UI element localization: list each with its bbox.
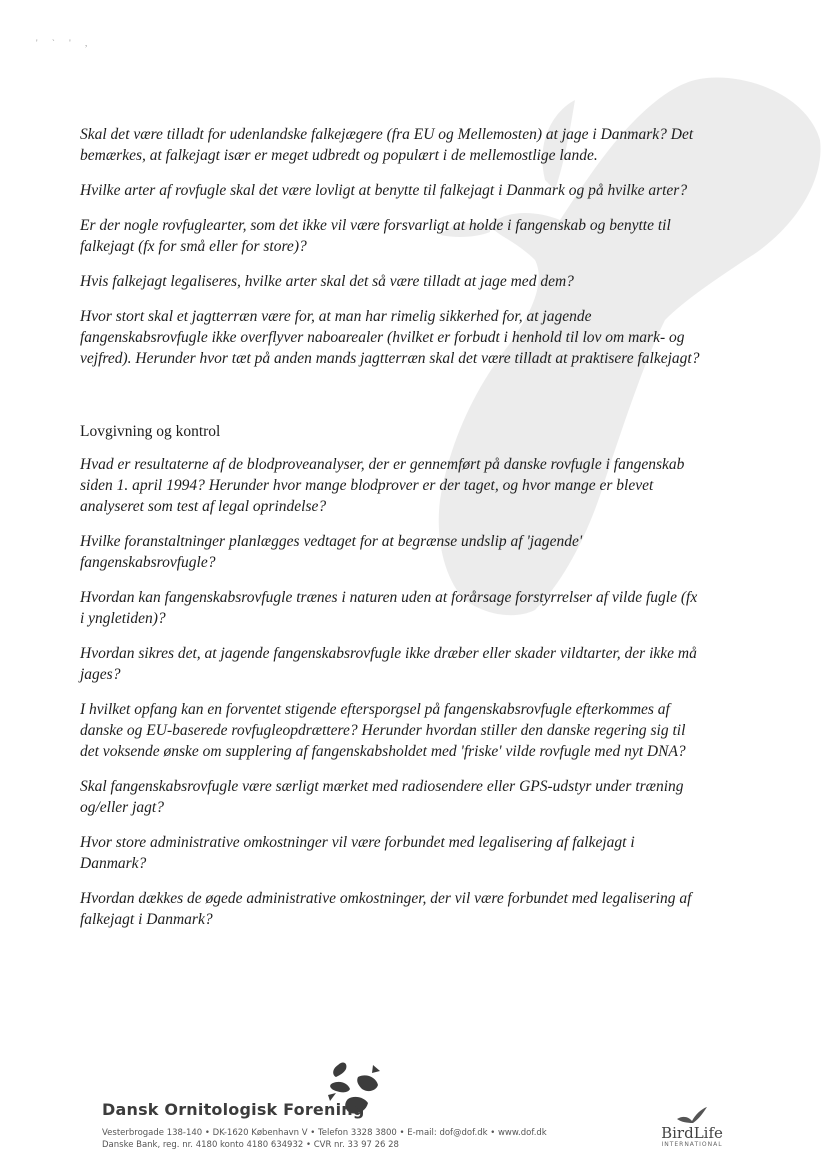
birdlife-name: BirdLife	[661, 1124, 723, 1142]
contact-bank-line: Danske Bank, reg. nr. 4180 konto 4180 634932 • CVR nr. 33 97 26 28	[102, 1140, 399, 1150]
letterhead-footer	[0, 1055, 828, 1169]
question-paragraph: Skal det være tilladt for udenlandske falkejægere (fra EU og Mellemosten) at jage i Danmark? Det bemærkes, at falkejagt især er meget udbredt og populært i de mellemostlige lande.	[80, 126, 694, 164]
question-paragraph: Er der nogle rovfuglearter, som det ikke vil være forsvarligt at holde i fangenskab og benytte til falkejagt (fx for små eller for store)?	[80, 217, 671, 255]
birdlife-bird-icon	[675, 1105, 709, 1125]
section-heading: Lovgivning og kontrol	[80, 423, 221, 440]
question-paragraph: Hvordan kan fangenskabsrovfugle trænes i naturen uden at forårsage forstyrrelser af vilde fugle (fx i yngletiden)?	[80, 589, 698, 627]
section-spacer	[80, 383, 700, 421]
question-paragraph: Hvordan sikres det, at jagende fangenskabsrovfugle ikke dræber eller skader vildtarter, der ikke må jages?	[80, 645, 697, 683]
contact-block	[102, 1127, 547, 1151]
question-paragraph: Hvor store administrative omkostninger vil være forbundet med legalisering af falkejagt i Danmark?	[80, 834, 635, 872]
question-paragraph: Hvordan dækkes de øgede administrative omkostninger, der vil være forbundet med legalisering af falkejagt i Danmark?	[80, 890, 692, 928]
birdlife-logo	[652, 1105, 732, 1148]
question-paragraph: Hvilke foranstaltninger planlægges vedtaget for at begrænse undslip af 'jagende' fangenskabsrovfugle?	[80, 533, 583, 571]
contact-address-line: Vesterbrogade 138-140 • DK-1620 København V • Telefon 3328 3800 • E-mail: dof@dof.dk • www.dof.dk	[102, 1128, 547, 1138]
question-paragraph: Hvilke arter af rovfugle skal det være lovligt at benytte til falkejagt i Danmark og på hvilke arter?	[80, 182, 688, 199]
question-paragraph: Hvis falkejagt legaliseres, hvilke arter skal det så være tilladt at jage med dem?	[80, 273, 574, 290]
question-paragraph: Hvad er resultaterne af de blodproveanalyser, der er gennemført på danske rovfugle i fangenskab siden 1. april 1994? Herunder hvor mange blodprover er der taget, og hvor mange er blevet analyseret som test af legal oprindelse?	[80, 456, 685, 515]
question-paragraph: I hvilket opfang kan en forventet stigende eftersporgsel på fangenskabsrovfugle efterkommes af danske og EU-baserede rovfugleopdrættere? Herunder hvordan stiller den danske regering sig til det voksende ønske om supplering af fangenskabsholdet med 'friske' vilde rovfugle med nyt DNA?	[80, 701, 686, 760]
org-name: Dansk Ornitologisk Forening	[102, 1100, 365, 1119]
question-paragraph: Hvor stort skal et jagtterræn være for, at man har rimelig sikkerhed for, at jagende fangenskabsrovfugle ikke overflyver naboarealer (hvilket er forbudt i henhold til lov om mark- og vejfred). Herunder hvor tæt på anden mands jagtterræn skal det være tilladt at praktisere falkejagt?	[80, 308, 700, 367]
birdlife-subtitle: INTERNATIONAL	[661, 1141, 723, 1148]
question-paragraph: Skal fangenskabsrovfugle være særligt mærket med radiosendere eller GPS-udstyr under træning og/eller jagt?	[80, 778, 684, 816]
scan-marks: ' ` ' ,	[36, 38, 94, 48]
document-body	[80, 124, 700, 944]
